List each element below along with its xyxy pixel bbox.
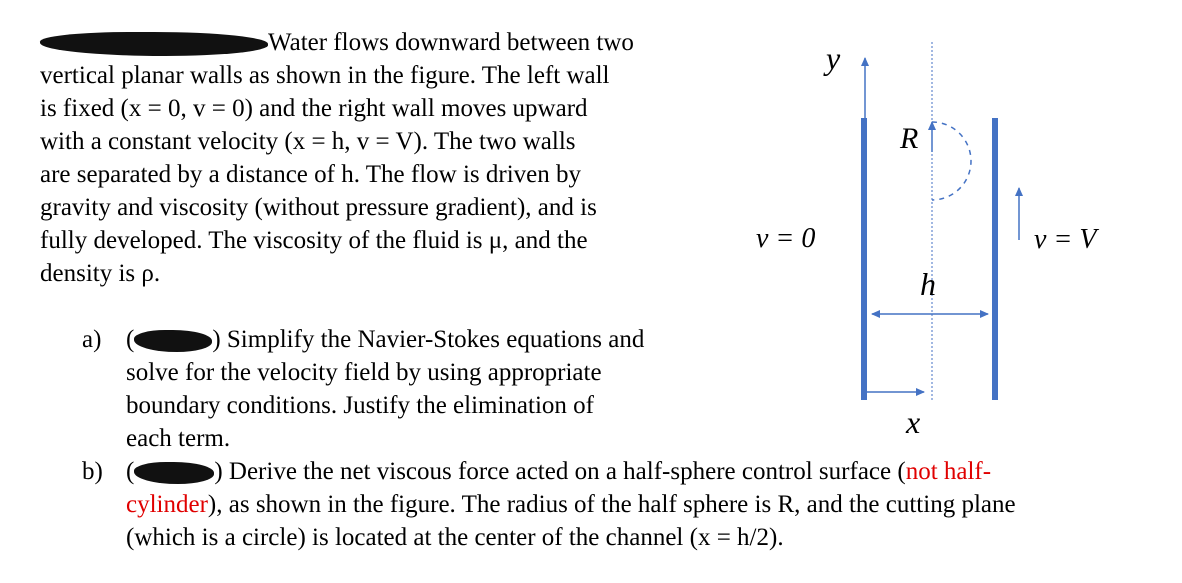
red-emphasis: cylinder bbox=[126, 491, 208, 518]
intro-line-5: are separated by a distance of h. The flow is driven by bbox=[40, 161, 582, 188]
right-wall bbox=[992, 118, 998, 400]
red-emphasis: not half- bbox=[905, 458, 992, 485]
part-a-line-1: ( ) Simplify the Navier-Stokes equations and bbox=[126, 326, 645, 353]
intro-line-2: vertical planar walls as shown in the figure. The left wall bbox=[40, 62, 610, 89]
y-axis-label: y bbox=[826, 40, 841, 76]
half-sphere-outline bbox=[932, 122, 971, 200]
intro-line-4: with a constant velocity (x = h, v = V). The two walls bbox=[40, 128, 576, 155]
part-a-line-2: solve for the velocity field by using appropriate bbox=[126, 359, 602, 386]
part-a-line-3: boundary conditions. Justify the elimination of bbox=[126, 392, 594, 419]
part-b-marker: b) bbox=[82, 458, 103, 485]
intro-line-8: density is ρ. bbox=[40, 260, 161, 287]
left-wall-bc: v = 0 bbox=[756, 223, 816, 254]
part-b-line-3: (which is a circle) is located at the center of the channel (x = h/2). bbox=[126, 524, 784, 551]
h-label: h bbox=[920, 266, 936, 302]
part-a-line-4: each term. bbox=[126, 425, 231, 452]
part-a-marker: a) bbox=[82, 326, 102, 353]
intro-line-6: gravity and viscosity (without pressure gradient), and is bbox=[40, 194, 597, 221]
intro-line-7: fully developed. The viscosity of the fluid is μ, and the bbox=[40, 227, 588, 254]
x-axis-label: x bbox=[906, 404, 921, 440]
part-b-line-1: ( ) Derive the net viscous force acted on a half-sphere control surface (not half- bbox=[126, 458, 992, 485]
intro-line-3: is fixed (x = 0, v = 0) and the right wall moves upward bbox=[40, 95, 588, 122]
intro-line-1: Water flows downward between two bbox=[40, 26, 634, 59]
part-b-line-2: cylinder), as shown in the figure. The radius of the half sphere is R, and the cutting plane bbox=[126, 491, 1016, 518]
right-wall-bc: v = V bbox=[1034, 224, 1097, 255]
left-wall bbox=[861, 118, 867, 400]
radius-label: R bbox=[900, 122, 919, 155]
